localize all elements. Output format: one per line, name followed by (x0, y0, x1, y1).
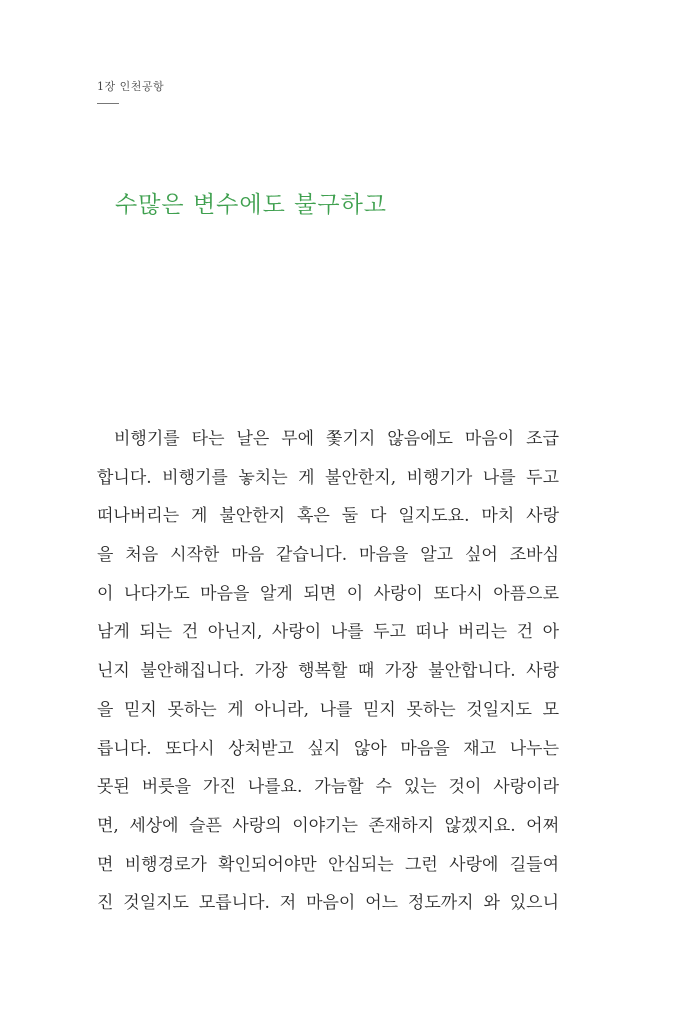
running-head-rule (97, 103, 119, 104)
body-line: 을 믿지 못하는 게 아니라, 나를 믿지 못하는 것일지도 모 (97, 699, 559, 720)
body-line: 이 나다가도 마음을 알게 되면 이 사랑이 또다시 아픔으로 (97, 583, 559, 604)
body-line: 진 것일지도 모릅니다. 저 마음이 어느 정도까지 와 있으니 (97, 893, 559, 914)
body-line: 면 비행경로가 확인되어야만 안심되는 그런 사랑에 길들여 (97, 854, 559, 875)
body-line: 면, 세상에 슬픈 사랑의 이야기는 존재하지 않겠지요. 어쩌 (97, 815, 559, 836)
chapter-title: 수많은 변수에도 불구하고 (115, 192, 388, 218)
body-line: 남게 되는 건 아닌지, 사랑이 나를 두고 떠나 버리는 건 아 (97, 622, 559, 643)
running-head: 1장 인천공항 (97, 80, 165, 93)
body-line: 합니다. 비행기를 놓치는 게 불안한지, 비행기가 나를 두고 (97, 467, 559, 488)
body-line: 을 처음 시작한 마음 같습니다. 마음을 알고 싶어 조바심 (97, 545, 559, 566)
body-line: 못된 버릇을 가진 나를요. 가늠할 수 있는 것이 사랑이라 (97, 777, 559, 798)
body-line: 릅니다. 또다시 상처받고 싶지 않아 마음을 재고 나누는 (97, 738, 559, 759)
body-line: 닌지 불안해집니다. 가장 행복할 때 가장 불안합니다. 사랑 (97, 661, 559, 682)
body-line: 비행기를 타는 날은 무에 쫓기지 않음에도 마음이 조급 (114, 429, 559, 449)
body-line: 떠나버리는 게 불안한지 혹은 둘 다 일지도요. 마치 사랑 (97, 506, 559, 527)
body-text (97, 420, 559, 923)
